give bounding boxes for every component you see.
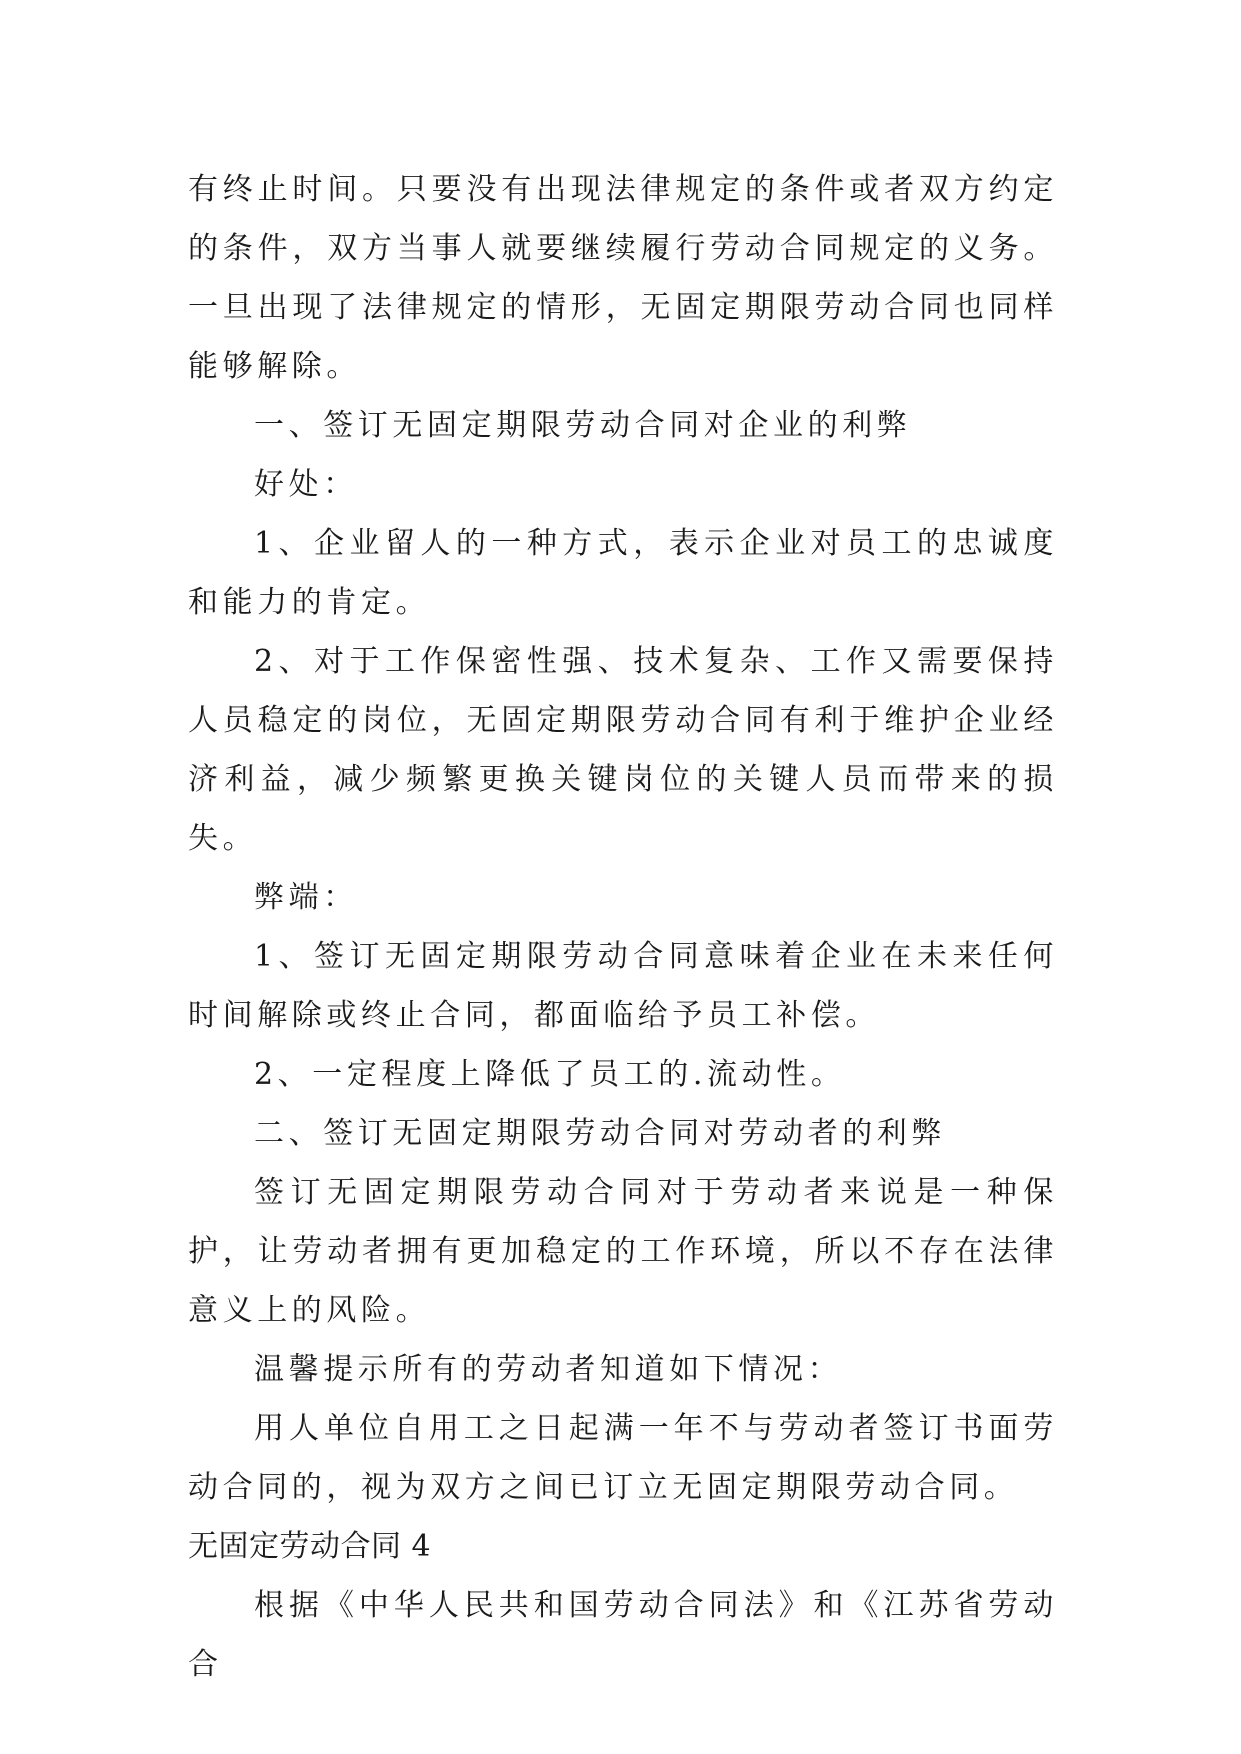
worker-paragraph: 签订无固定期限劳动合同对于劳动者来说是一种保护，让劳动者拥有更加稳定的工作环境，所以不存在法律意义上的风险。: [188, 1175, 1058, 1328]
reminder-label: 温馨提示所有的劳动者知道如下情况：: [254, 1352, 843, 1387]
section-opening-paragraph: 根据《中华人民共和国劳动合同法》和《江苏省劳动合: [188, 1588, 1058, 1682]
heading-enterprise-pros-cons: 一、签订无固定期限劳动合同对企业的利弊: [254, 408, 912, 443]
advantage-item-2: 2、对于工作保密性强、技术复杂、工作又需要保持人员稳定的岗位，无固定期限劳动合同有利于维护企业经济利益，减少频繁更换关键岗位的关键人员而带来的损失。: [188, 644, 1058, 856]
disadvantage-item-1: 1、签订无固定期限劳动合同意味着企业在未来任何时间解除或终止合同，都面临给予员工补偿。: [188, 939, 1058, 1033]
heading-worker-pros-cons: 二、签订无固定期限劳动合同对劳动者的利弊: [254, 1116, 946, 1151]
advantage-item-1: 1、企业留人的一种方式，表示企业对员工的忠诚度和能力的肯定。: [188, 526, 1058, 620]
reminder-paragraph: 用人单位自用工之日起满一年不与劳动者签订书面劳动合同的，视为双方之间已订立无固定期限劳动合同。: [188, 1411, 1058, 1505]
disadvantage-item-2: 2、一定程度上降低了员工的.流动性。: [254, 1057, 846, 1092]
section-title: 无固定劳动合同 4: [188, 1529, 432, 1564]
document-body: [188, 160, 1058, 1694]
label-disadvantages: 弊端：: [254, 880, 358, 915]
paragraph-1: 有终止时间。只要没有出现法律规定的条件或者双方约定的条件，双方当事人就要继续履行劳动合同规定的义务。一旦出现了法律规定的情形，无固定期限劳动合同也同样能够解除。: [188, 172, 1058, 384]
label-advantages: 好处：: [254, 467, 358, 502]
